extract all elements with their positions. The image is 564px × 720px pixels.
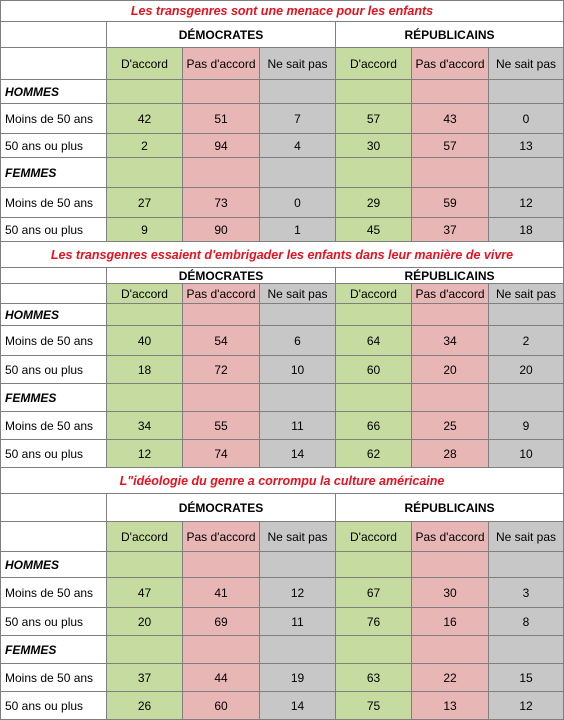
age-label: Moins de 50 ans [1, 326, 107, 356]
empty-cell [107, 158, 183, 188]
party-header-row [1, 268, 564, 284]
age-label: 50 ans ou plus [1, 692, 107, 720]
section-title-row [1, 468, 564, 494]
rep-disagree-value: 30 [412, 578, 489, 608]
dem-dont-know-value: 10 [260, 356, 336, 384]
republicans-header: RÉPUBLICAINS [336, 494, 564, 522]
empty-cell [260, 552, 336, 578]
rep-disagree-value: 34 [412, 326, 489, 356]
empty-cell [107, 552, 183, 578]
rep-disagree-value: 57 [412, 134, 489, 158]
dem-disagree-value: 41 [183, 578, 260, 608]
men-under50-row [1, 326, 564, 356]
corner-cell [1, 284, 107, 304]
empty-cell [412, 158, 489, 188]
corner-cell [1, 494, 107, 522]
dem-dont-know-value: 12 [260, 578, 336, 608]
group-women [1, 384, 564, 412]
answer-header-row [1, 522, 564, 552]
dem-dont-know-value: 14 [260, 440, 336, 468]
dem-dont-know-value: 11 [260, 412, 336, 440]
group-men [1, 552, 564, 578]
empty-cell [183, 80, 260, 104]
age-label: Moins de 50 ans [1, 578, 107, 608]
empty-cell [489, 552, 564, 578]
dem-disagree-value: 72 [183, 356, 260, 384]
rep-disagree-value: 25 [412, 412, 489, 440]
women-under50-row [1, 664, 564, 692]
dem-agree-value: 27 [107, 188, 183, 218]
rep-disagree-value: 43 [412, 104, 489, 134]
group-women-label: FEMMES [1, 158, 107, 188]
empty-cell [260, 304, 336, 326]
dem-dont-know-value: 7 [260, 104, 336, 134]
empty-cell [489, 384, 564, 412]
rep-dont-know-value: 2 [489, 326, 564, 356]
rep-agree-value: 63 [336, 664, 412, 692]
rep-disagree-value: 37 [412, 218, 489, 242]
dem-dont-know-header: Ne sait pas [260, 48, 336, 80]
dem-disagree-header: Pas d'accord [183, 522, 260, 552]
corner-cell [1, 48, 107, 80]
rep-dont-know-value: 20 [489, 356, 564, 384]
rep-dont-know-value: 0 [489, 104, 564, 134]
dem-disagree-header: Pas d'accord [183, 284, 260, 304]
rep-agree-value: 45 [336, 218, 412, 242]
dem-dont-know-header: Ne sait pas [260, 284, 336, 304]
men-over50-row [1, 356, 564, 384]
dem-disagree-value: 54 [183, 326, 260, 356]
empty-cell [412, 552, 489, 578]
group-men-label: HOMMES [1, 304, 107, 326]
empty-cell [183, 304, 260, 326]
dem-dont-know-value: 19 [260, 664, 336, 692]
empty-cell [183, 552, 260, 578]
rep-agree-value: 66 [336, 412, 412, 440]
dem-disagree-value: 55 [183, 412, 260, 440]
dem-disagree-value: 51 [183, 104, 260, 134]
rep-disagree-header: Pas d'accord [412, 522, 489, 552]
dem-disagree-value: 73 [183, 188, 260, 218]
dem-dont-know-header: Ne sait pas [260, 522, 336, 552]
women-over50-row [1, 440, 564, 468]
democrats-header: DÉMOCRATES [107, 494, 336, 522]
empty-cell [336, 636, 412, 664]
empty-cell [412, 636, 489, 664]
group-men-label: HOMMES [1, 80, 107, 104]
rep-dont-know-value: 10 [489, 440, 564, 468]
democrats-header: DÉMOCRATES [107, 22, 336, 48]
dem-agree-value: 40 [107, 326, 183, 356]
empty-cell [489, 636, 564, 664]
age-label: 50 ans ou plus [1, 356, 107, 384]
rep-dont-know-value: 3 [489, 578, 564, 608]
poll-table-body [1, 1, 564, 720]
party-header-row [1, 22, 564, 48]
rep-dont-know-value: 12 [489, 692, 564, 720]
dem-dont-know-value: 1 [260, 218, 336, 242]
rep-dont-know-header: Ne sait pas [489, 284, 564, 304]
rep-dont-know-value: 9 [489, 412, 564, 440]
dem-dont-know-value: 4 [260, 134, 336, 158]
empty-cell [336, 552, 412, 578]
rep-agree-value: 29 [336, 188, 412, 218]
dem-agree-value: 2 [107, 134, 183, 158]
answer-header-row [1, 284, 564, 304]
dem-agree-value: 20 [107, 608, 183, 636]
rep-disagree-value: 59 [412, 188, 489, 218]
corner-cell [1, 268, 107, 284]
dem-disagree-header: Pas d'accord [183, 48, 260, 80]
men-under50-row [1, 578, 564, 608]
rep-agree-header: D'accord [336, 284, 412, 304]
women-under50-row [1, 412, 564, 440]
dem-disagree-value: 69 [183, 608, 260, 636]
empty-cell [489, 80, 564, 104]
empty-cell [260, 384, 336, 412]
group-women [1, 158, 564, 188]
rep-dont-know-header: Ne sait pas [489, 522, 564, 552]
group-men-label: HOMMES [1, 552, 107, 578]
women-under50-row [1, 188, 564, 218]
empty-cell [336, 80, 412, 104]
dem-agree-value: 42 [107, 104, 183, 134]
rep-disagree-header: Pas d'accord [412, 284, 489, 304]
empty-cell [489, 304, 564, 326]
section-title-row [1, 242, 564, 268]
rep-dont-know-value: 12 [489, 188, 564, 218]
age-label: Moins de 50 ans [1, 664, 107, 692]
republicans-header: RÉPUBLICAINS [336, 268, 564, 284]
group-women-label: FEMMES [1, 384, 107, 412]
empty-cell [336, 384, 412, 412]
men-over50-row [1, 134, 564, 158]
empty-cell [336, 304, 412, 326]
dem-agree-value: 12 [107, 440, 183, 468]
empty-cell [412, 304, 489, 326]
dem-agree-value: 26 [107, 692, 183, 720]
dem-agree-value: 47 [107, 578, 183, 608]
rep-agree-value: 67 [336, 578, 412, 608]
party-header-row [1, 494, 564, 522]
empty-cell [260, 80, 336, 104]
dem-agree-value: 34 [107, 412, 183, 440]
rep-agree-value: 62 [336, 440, 412, 468]
group-women-label: FEMMES [1, 636, 107, 664]
rep-agree-value: 75 [336, 692, 412, 720]
empty-cell [107, 80, 183, 104]
section-title: Les transgenres sont une menace pour les enfants [1, 1, 564, 22]
age-label: Moins de 50 ans [1, 188, 107, 218]
men-under50-row [1, 104, 564, 134]
republicans-header: RÉPUBLICAINS [336, 22, 564, 48]
dem-disagree-value: 44 [183, 664, 260, 692]
women-over50-row [1, 692, 564, 720]
empty-cell [107, 384, 183, 412]
dem-disagree-value: 60 [183, 692, 260, 720]
rep-agree-value: 60 [336, 356, 412, 384]
dem-disagree-value: 74 [183, 440, 260, 468]
dem-agree-value: 18 [107, 356, 183, 384]
rep-dont-know-value: 15 [489, 664, 564, 692]
empty-cell [183, 158, 260, 188]
empty-cell [107, 636, 183, 664]
rep-agree-value: 30 [336, 134, 412, 158]
rep-dont-know-value: 18 [489, 218, 564, 242]
group-men [1, 80, 564, 104]
dem-agree-header: D'accord [107, 522, 183, 552]
rep-agree-value: 64 [336, 326, 412, 356]
rep-agree-value: 76 [336, 608, 412, 636]
dem-disagree-value: 90 [183, 218, 260, 242]
empty-cell [489, 158, 564, 188]
dem-agree-value: 9 [107, 218, 183, 242]
rep-disagree-value: 22 [412, 664, 489, 692]
rep-agree-value: 57 [336, 104, 412, 134]
age-label: 50 ans ou plus [1, 608, 107, 636]
rep-dont-know-value: 13 [489, 134, 564, 158]
empty-cell [412, 80, 489, 104]
dem-disagree-value: 94 [183, 134, 260, 158]
group-men [1, 304, 564, 326]
corner-cell [1, 22, 107, 48]
rep-dont-know-value: 8 [489, 608, 564, 636]
rep-disagree-value: 20 [412, 356, 489, 384]
rep-disagree-header: Pas d'accord [412, 48, 489, 80]
dem-dont-know-value: 0 [260, 188, 336, 218]
rep-agree-header: D'accord [336, 522, 412, 552]
answer-header-row [1, 48, 564, 80]
empty-cell [107, 304, 183, 326]
rep-disagree-value: 16 [412, 608, 489, 636]
empty-cell [412, 384, 489, 412]
dem-dont-know-value: 14 [260, 692, 336, 720]
empty-cell [336, 158, 412, 188]
empty-cell [260, 636, 336, 664]
age-label: 50 ans ou plus [1, 134, 107, 158]
empty-cell [183, 636, 260, 664]
dem-agree-value: 37 [107, 664, 183, 692]
dem-dont-know-value: 6 [260, 326, 336, 356]
rep-disagree-value: 28 [412, 440, 489, 468]
rep-dont-know-header: Ne sait pas [489, 48, 564, 80]
dem-agree-header: D'accord [107, 48, 183, 80]
section-title-row [1, 1, 564, 22]
age-label: 50 ans ou plus [1, 218, 107, 242]
rep-disagree-value: 13 [412, 692, 489, 720]
group-women [1, 636, 564, 664]
dem-agree-header: D'accord [107, 284, 183, 304]
age-label: Moins de 50 ans [1, 104, 107, 134]
women-over50-row [1, 218, 564, 242]
corner-cell [1, 522, 107, 552]
rep-agree-header: D'accord [336, 48, 412, 80]
section-title: Les transgenres essaient d'embrigader les enfants dans leur manière de vivre [1, 242, 564, 268]
empty-cell [260, 158, 336, 188]
democrats-header: DÉMOCRATES [107, 268, 336, 284]
empty-cell [183, 384, 260, 412]
age-label: Moins de 50 ans [1, 412, 107, 440]
men-over50-row [1, 608, 564, 636]
dem-dont-know-value: 11 [260, 608, 336, 636]
section-title: L"idéologie du genre a corrompu la culture américaine [1, 468, 564, 494]
age-label: 50 ans ou plus [1, 440, 107, 468]
